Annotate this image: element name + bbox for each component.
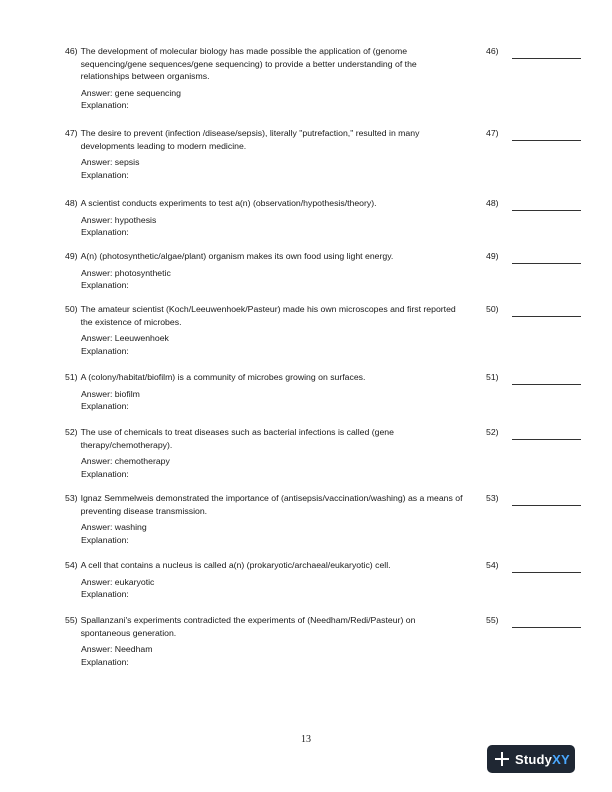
blank-number: 54)	[486, 560, 499, 570]
answer-blank[interactable]	[512, 197, 581, 211]
question-text: Ignaz Semmelweis demonstrated the importance of (antisepsis/vaccination/washing) as a means of preventing disease transmission.	[80, 493, 463, 516]
answer-blank-group	[486, 127, 581, 141]
answer-blank[interactable]	[512, 492, 581, 506]
answer-blank-group	[486, 426, 581, 440]
answer-blank-group	[486, 492, 581, 506]
question-text: The use of chemicals to treat diseases such as bacterial infections is called (gene therapy/chemotherapy).	[80, 427, 394, 450]
answer-blank-group	[486, 45, 581, 59]
answer-line: Answer: hypothesis	[81, 214, 157, 225]
answer-blank-group	[486, 559, 581, 573]
answer-line: Answer: gene sequencing	[81, 87, 181, 98]
answer-line: Answer: chemotherapy	[81, 456, 170, 466]
question-text: The desire to prevent (infection /disease/sepsis), literally "putrefaction," resulted in many developments leading to modern medicine.	[80, 128, 420, 151]
question-text: A scientist conducts experiments to test a(n) (observation/hypothesis/theory).	[80, 198, 377, 208]
answer-blank-group	[486, 371, 581, 385]
question-46	[65, 45, 581, 127]
answer-line: Answer: eukaryotic	[81, 576, 155, 587]
answer-blank[interactable]	[512, 127, 581, 141]
blank-number: 52)	[486, 427, 499, 437]
blank-number: 53)	[486, 493, 499, 503]
badge-text	[515, 752, 570, 767]
answer-line: Answer: photosynthetic	[81, 267, 171, 278]
question-text: The development of molecular biology has made possible the application of (genome sequencing/gene sequences/gene sequencing) to provide a better understanding of the relationships between organisms.	[80, 46, 417, 81]
answer-blank[interactable]	[512, 303, 581, 317]
blank-number: 50)	[486, 304, 499, 314]
explanation-line: Explanation:	[81, 401, 129, 411]
question-number: 52)	[65, 427, 78, 437]
blank-number: 48)	[486, 198, 499, 208]
explanation-line: Explanation:	[81, 656, 129, 667]
explanation-line: Explanation:	[81, 280, 129, 290]
answer-line: Answer: washing	[81, 522, 147, 532]
badge-prefix: Study	[515, 751, 553, 767]
question-54	[65, 559, 581, 614]
question-48	[65, 197, 581, 250]
answer-blank[interactable]	[512, 371, 581, 385]
answer-blank[interactable]	[512, 426, 581, 440]
explanation-line: Explanation:	[81, 227, 129, 237]
question-55	[65, 614, 581, 680]
blank-number: 46)	[486, 46, 499, 56]
answer-line: Answer: sepsis	[81, 157, 140, 167]
answer-line: Answer: Needham	[81, 644, 153, 654]
question-49	[65, 250, 581, 303]
question-number: 46)	[65, 46, 78, 56]
question-50	[65, 303, 581, 371]
answer-line: Answer: biofilm	[81, 388, 140, 399]
explanation-line: Explanation:	[81, 468, 129, 479]
answer-blank-group	[486, 303, 581, 317]
question-number: 54)	[65, 560, 78, 570]
explanation-line: Explanation:	[81, 169, 129, 180]
explanation-line: Explanation:	[81, 589, 129, 599]
answer-line: Answer: Leeuwenhoek	[81, 333, 169, 343]
question-text: A cell that contains a nucleus is called a(n) (prokaryotic/archaeal/eukaryotic) cell.	[80, 560, 391, 570]
question-52	[65, 426, 581, 492]
question-list	[65, 45, 581, 680]
question-number: 48)	[65, 198, 78, 208]
blank-number: 51)	[486, 372, 499, 382]
answer-blank[interactable]	[512, 614, 581, 628]
answer-blank[interactable]	[512, 250, 581, 264]
question-number: 55)	[65, 615, 78, 625]
answer-blank-group	[486, 250, 581, 264]
answer-blank-group	[486, 614, 581, 628]
question-text: A(n) (photosynthetic/algae/plant) organism makes its own food using light energy.	[80, 251, 394, 261]
studyxy-badge[interactable]	[487, 745, 575, 773]
explanation-line: Explanation:	[81, 100, 129, 110]
question-text: A (colony/habitat/biofilm) is a community of microbes growing on surfaces.	[80, 372, 366, 382]
question-number: 51)	[65, 372, 78, 382]
blank-number: 47)	[486, 128, 499, 138]
question-51	[65, 371, 581, 426]
badge-accent: XY	[552, 751, 570, 767]
blank-number: 55)	[486, 615, 499, 625]
question-number: 53)	[65, 493, 78, 503]
question-53	[65, 492, 581, 559]
explanation-line: Explanation:	[81, 534, 129, 545]
question-text: Spallanzani's experiments contradicted the experiments of (Needham/Redi/Pasteur) on spontaneous generation.	[80, 615, 416, 638]
answer-blank[interactable]	[512, 45, 581, 59]
answer-blank-group	[486, 197, 581, 211]
question-text: The amateur scientist (Koch/Leeuwenhoek/Pasteur) made his own microscopes and first reported the existence of microbes.	[80, 304, 456, 327]
question-47	[65, 127, 581, 197]
answer-blank[interactable]	[512, 559, 581, 573]
explanation-line: Explanation:	[81, 345, 129, 356]
plus-icon	[495, 752, 509, 766]
question-number: 47)	[65, 128, 78, 138]
page-number: 13	[301, 734, 311, 745]
question-number: 50)	[65, 304, 78, 314]
question-number: 49)	[65, 251, 78, 261]
blank-number: 49)	[486, 251, 499, 261]
